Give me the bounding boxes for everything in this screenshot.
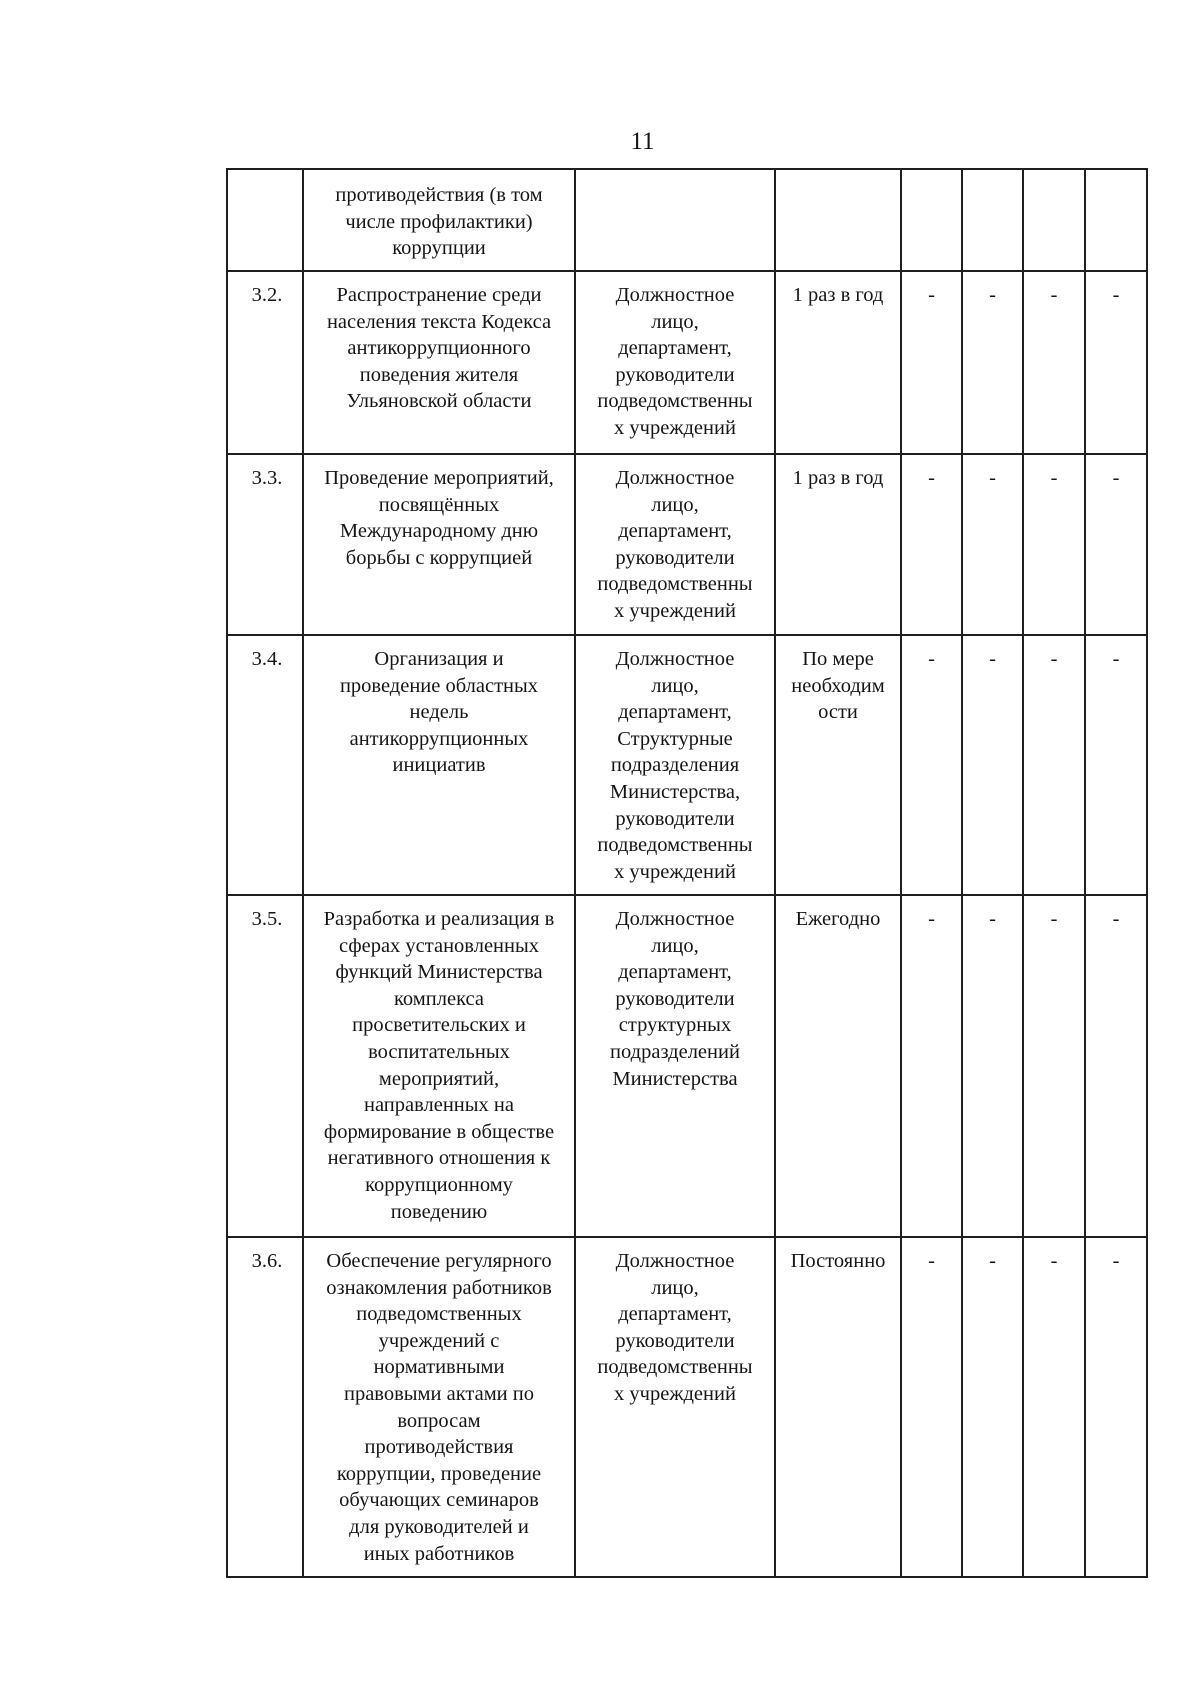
cell-number: 3.6. bbox=[227, 1237, 303, 1577]
cell-responsible: Должностное лицо, департамент, руководители подведомственны х учреждений bbox=[575, 271, 775, 454]
cell-indicator-3: - bbox=[1023, 635, 1085, 895]
cell-indicator-1 bbox=[901, 169, 962, 271]
cell-responsible: Должностное лицо, департамент, Структурные подразделения Министерства, руководители подведомственны х учреждений bbox=[575, 635, 775, 895]
cell-term bbox=[775, 169, 901, 271]
measures-table bbox=[226, 168, 1148, 1578]
cell-term: По мере необходим ости bbox=[775, 635, 901, 895]
cell-measure-title: Проведение мероприятий, посвящённых Международному дню борьбы с коррупцией bbox=[303, 454, 575, 635]
cell-indicator-1: - bbox=[901, 1237, 962, 1577]
page-number: 11 bbox=[630, 128, 655, 155]
cell-indicator-4: - bbox=[1085, 1237, 1147, 1577]
cell-indicator-2: - bbox=[962, 895, 1023, 1237]
cell-number: 3.2. bbox=[227, 271, 303, 454]
cell-measure-title: противодействия (в том числе профилактики) коррупции bbox=[303, 169, 575, 271]
cell-measure-title: Распространение среди населения текста Кодекса антикоррупционного поведения жителя Ульяновской области bbox=[303, 271, 575, 454]
cell-indicator-4: - bbox=[1085, 635, 1147, 895]
cell-indicator-3: - bbox=[1023, 1237, 1085, 1577]
cell-indicator-2 bbox=[962, 169, 1023, 271]
table-row bbox=[227, 454, 1147, 635]
cell-responsible: Должностное лицо, департамент, руководители подведомственны х учреждений bbox=[575, 454, 775, 635]
cell-number: 3.3. bbox=[227, 454, 303, 635]
cell-indicator-3: - bbox=[1023, 271, 1085, 454]
table-row bbox=[227, 895, 1147, 1237]
table-row bbox=[227, 271, 1147, 454]
cell-indicator-1: - bbox=[901, 635, 962, 895]
cell-measure-title: Обеспечение регулярного ознакомления работников подведомственных учреждений с нормативными правовыми актами по вопросам противодействия коррупции, проведение обучающих семинаров для руководителей и иных работников bbox=[303, 1237, 575, 1577]
cell-indicator-4: - bbox=[1085, 454, 1147, 635]
cell-indicator-3 bbox=[1023, 169, 1085, 271]
cell-indicator-1: - bbox=[901, 454, 962, 635]
cell-responsible: Должностное лицо, департамент, руководители структурных подразделений Министерства bbox=[575, 895, 775, 1237]
cell-indicator-2: - bbox=[962, 1237, 1023, 1577]
cell-number bbox=[227, 169, 303, 271]
table-row bbox=[227, 635, 1147, 895]
cell-indicator-1: - bbox=[901, 895, 962, 1237]
cell-measure-title: Разработка и реализация в сферах установленных функций Министерства комплекса просветительских и воспитательных мероприятий, направленных на формирование в обществе негативного отношения к коррупционному поведению bbox=[303, 895, 575, 1237]
cell-number: 3.5. bbox=[227, 895, 303, 1237]
cell-indicator-1: - bbox=[901, 271, 962, 454]
cell-responsible bbox=[575, 169, 775, 271]
cell-term: 1 раз в год bbox=[775, 271, 901, 454]
cell-indicator-2: - bbox=[962, 454, 1023, 635]
cell-number: 3.4. bbox=[227, 635, 303, 895]
cell-indicator-2: - bbox=[962, 271, 1023, 454]
cell-indicator-3: - bbox=[1023, 895, 1085, 1237]
cell-measure-title: Организация и проведение областных недель антикоррупционных инициатив bbox=[303, 635, 575, 895]
cell-indicator-4: - bbox=[1085, 271, 1147, 454]
table-row bbox=[227, 1237, 1147, 1577]
cell-term: 1 раз в год bbox=[775, 454, 901, 635]
cell-responsible: Должностное лицо, департамент, руководители подведомственны х учреждений bbox=[575, 1237, 775, 1577]
cell-indicator-3: - bbox=[1023, 454, 1085, 635]
measures-table-wrapper bbox=[226, 168, 1146, 1578]
cell-term: Ежегодно bbox=[775, 895, 901, 1237]
cell-indicator-4 bbox=[1085, 169, 1147, 271]
cell-indicator-4: - bbox=[1085, 895, 1147, 1237]
cell-term: Постоянно bbox=[775, 1237, 901, 1577]
table-row-continuation bbox=[227, 169, 1147, 271]
cell-indicator-2: - bbox=[962, 635, 1023, 895]
